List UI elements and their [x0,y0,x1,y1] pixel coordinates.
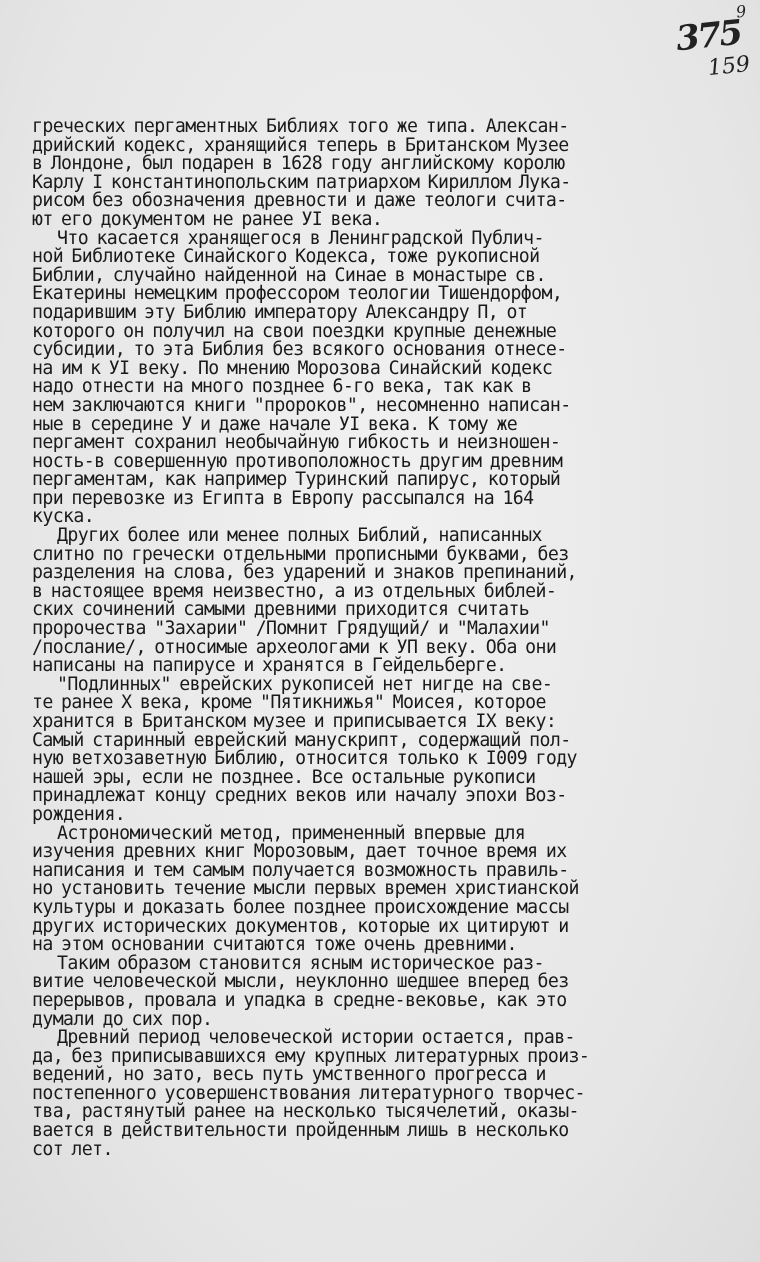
text-line: в настоящее время неизвестно, а из отдельных библей- [32,580,557,602]
text-line: при перевозке из Египта в Европу рассыпался на 164 [32,487,534,509]
text-line: принадлежат концу средних веков или началу эпохи Воз- [32,785,567,807]
text-line: ских сочинений самыми древними приходится считать [32,599,530,621]
text-line: Что касается хранящегося в Ленинградской Публич- [32,227,544,249]
text-line: субсидии, то эта Библия без всякого основания отнесе- [32,339,567,361]
text-line: ют его документом не ранее УI века. [32,208,383,230]
text-line: нашей эры, если не позднее. Все остальные рукописи [32,766,536,788]
text-line: пергаментам, как например Туринский папирус, который [32,469,561,491]
text-line: ной Библиотеке Синайского Кодекса, тоже рукописной [32,246,540,268]
text-line: подарившим эту Библию императору Александру П, от [32,301,528,323]
text-line: Екатерины немецким профессором теологии Тишендорфом, [32,283,563,305]
text-line: на этом основании считаются тоже очень древними. [32,934,517,956]
text-line: ность-в совершенную противоположность другим древним [32,450,563,472]
text-line: написания и тем самым получается возможность правиль- [32,859,569,881]
text-line: постепенного усовершенствования литературного творчес- [32,1082,585,1104]
folio-top-mark: 9 [734,1,748,22]
text-line: надо отнести на много позднее 6-го века, так как в [32,376,532,398]
text-line: Древний период человеческой истории остается, прав- [32,1027,575,1049]
text-line: слитно по гречески отдельными прописными буквами, без [32,543,569,565]
text-line: куска. [32,506,95,528]
text-line: хранится в Британском музее и приписывается IX веку: [32,711,557,732]
text-line: рисом без обозначения древности и даже теологи счита- [32,190,567,212]
text-line: тва, растянутый ранее на несколько тысячелетий, оказы- [32,1101,579,1123]
text-line: но установить течение мысли первых времен христианской [32,878,579,900]
text-line: дрийский кодекс, хранящийся теперь в Британском Музее [32,134,569,156]
text-line: пророчества "Захарии" /Помнит Грядущий/ и "Малахии" [32,618,550,640]
text-line: ную ветхозаветную Библию, относится только к I009 году [32,748,577,770]
text-line: написаны на папирусе и хранятся в Гейдельберге. [32,655,507,677]
text-line: вается в действительности пройденным лишь в несколько [32,1120,569,1142]
text-line: разделения на слова, без ударений и знаков препинаний, [32,562,577,584]
text-line: Библии, случайно найденной на Синае в монастыре св. [32,264,546,286]
body-text [32,118,758,1159]
text-line: сот лет. [32,1138,113,1160]
text-line: Астрономический метод, примененный впервые для [32,822,526,844]
text-line: нем заключаются книги "пророков", несомненно написан- [32,394,571,416]
text-line: других исторических документов, которые их цитируют и [32,915,569,937]
text-line: витие человеческой мысли, неуклонно шедшее вперед без [32,971,569,993]
text-line: думали до сих пор. [32,1008,213,1030]
text-line: Карлу I константинопольским патриархом Кириллом Лука- [32,171,571,193]
text-line: в Лондоне, был подарен в 1628 году английскому королю [32,153,565,175]
text-line: греческих пергаментных Библиях того же типа. Алексан- [32,116,569,137]
text-line: изучения древних книг Морозовым, дает точное время их [32,841,567,863]
text-line: на им к УI веку. По мнению Морозова Синайский кодекс [32,357,553,379]
text-line: те ранее Х века, кроме "Пятикнижья" Моисея, которое [32,692,546,714]
text-line: Таким образом становится ясным историческое раз- [32,952,544,974]
text-line: пергамент сохранил необычайную гибкость и неизношен- [32,432,561,454]
text-line: ные в середине У и даже начале УI века. К тому же [32,413,518,435]
folio-main-number: 375 [674,12,743,60]
text-line: которого он получил на свои поездки крупные денежные [32,320,557,342]
text-line: Самый старинный еврейский манускрипт, содержащий пол- [32,729,571,751]
text-line: Других более или менее полных Библий, написанных [32,525,542,547]
text-line: ведений, но зато, весь путь умственного прогресса и [32,1064,546,1086]
text-line: да, без приписывавшихся ему крупных литературных произ- [32,1045,590,1067]
folio-number [670,2,750,92]
text-line: культуры и доказать более позднее происхождение массы [32,896,569,918]
text-line: /послание/, относимые археологами к УП веку. Оба они [32,636,557,658]
folio-sub-number: 159 [706,51,752,82]
text-line: рождения. [32,803,126,825]
text-line: "Подлинных" еврейских рукописей нет нигде на све- [32,673,553,695]
text-line: перерывов, провала и упадка в средне-вековье, как это [32,989,567,1011]
